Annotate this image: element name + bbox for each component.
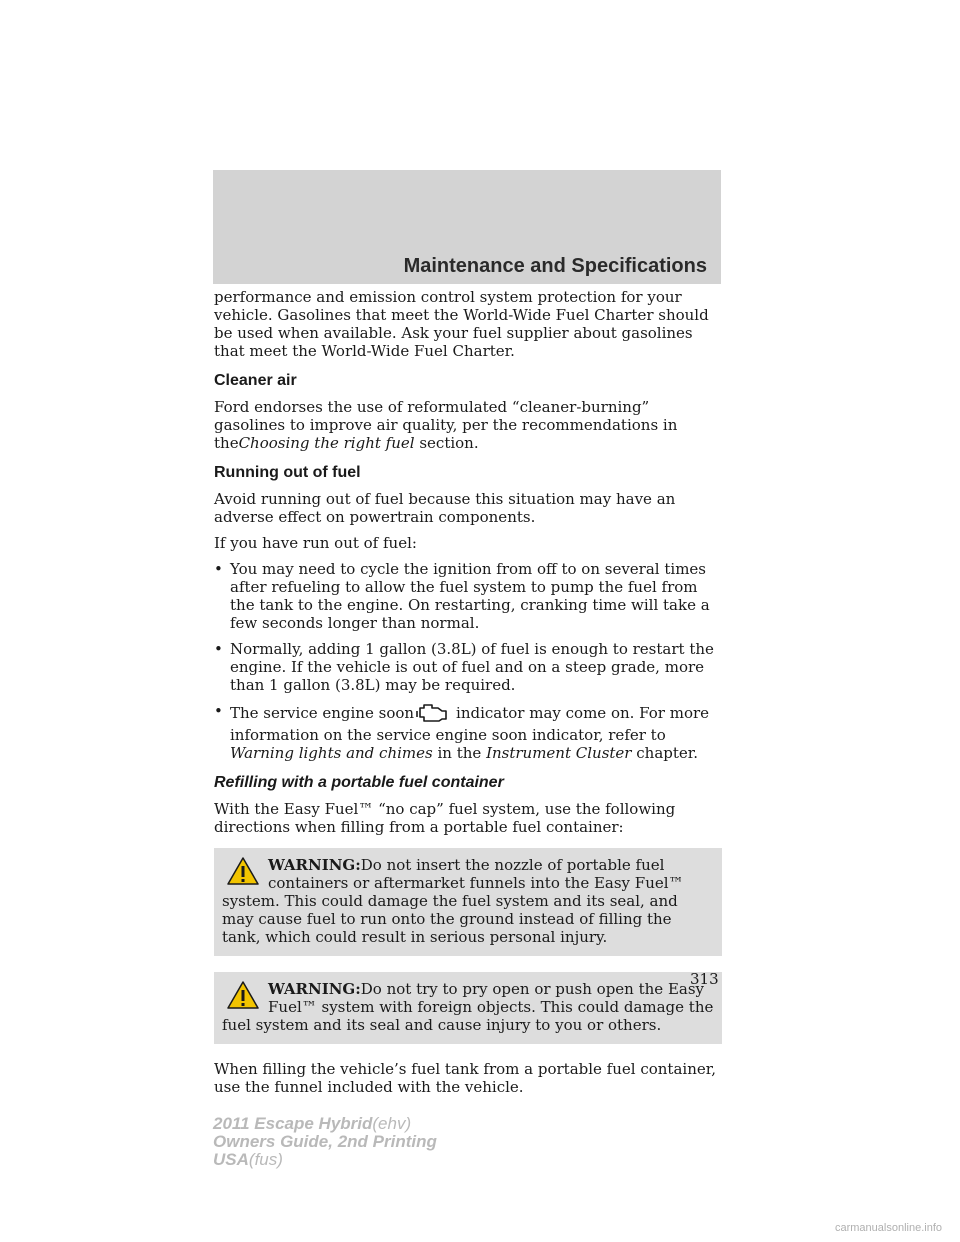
footer-model-code: (ehv) [372, 1114, 412, 1133]
warning-box [214, 972, 722, 1044]
warning-label: WARNING: [268, 980, 361, 998]
warning-label: WARNING: [268, 856, 361, 874]
list-item [214, 560, 722, 632]
list-item [214, 640, 722, 694]
bullet: • [214, 702, 223, 720]
heading-running-out: Running out of fuel [214, 464, 361, 481]
cleaner-air-reference: Choosing the right fuel [238, 434, 415, 452]
footer [213, 1115, 437, 1169]
bullet: • [214, 640, 223, 658]
footer-line-2: Owners Guide, 2nd Printing [213, 1132, 437, 1151]
instrument-cluster-reference: Instrument Cluster [486, 744, 632, 762]
bullet: • [214, 560, 223, 578]
list-item-text: You may need to cycle the ignition from off to on several times after refueling to allow the fuel system to pump the fuel from the tank to the engine. On restarting, cranking time will take a few seconds longer than normal. [230, 560, 710, 632]
footer-line-1 [213, 1115, 437, 1133]
cleaner-air-text-end: section. [419, 434, 479, 452]
warning-lights-reference: Warning lights and chimes [230, 744, 433, 762]
footer-market-code: (fus) [248, 1150, 283, 1169]
cleaner-air-paragraph [214, 398, 722, 452]
warning-text: Do not insert the nozzle of portable fuel containers or aftermarket funnels into the Easy Fuel™ system. This could damage the fuel system and its seal, and may cause fuel to run onto the ground instead of filling the tank, which could result in serious personal injury. [222, 856, 684, 946]
service-engine-text: The service engine soon [230, 704, 415, 722]
header-band [213, 170, 721, 284]
watermark: carmanualsonline.info [834, 1222, 942, 1234]
heading-refilling: Refilling with a portable fuel container [214, 774, 504, 791]
warning-box [214, 848, 722, 956]
refilling-paragraph: With the Easy Fuel™ “no cap” fuel system, use the following directions when filling from a portable fuel container: [214, 800, 676, 836]
warning-icon [226, 856, 260, 886]
heading-cleaner-air: Cleaner air [214, 372, 297, 389]
engine-icon [416, 702, 450, 726]
footer-model: 2011 Escape Hybrid [213, 1114, 373, 1133]
list-item-text: Normally, adding 1 gallon (3.8L) of fuel is enough to restart the engine. If the vehicle is out of fuel and on a steep grade, more than 1 gallon (3.8L) may be required. [230, 640, 714, 694]
intro-paragraph: performance and emission control system protection for your vehicle. Gasolines that meet the World-Wide Fuel Charter should be used when available. Ask your fuel supplier about gasolines that meet the World-Wide Fuel Charter. [214, 288, 709, 360]
service-engine-text-2: indicator may come on. For more information on the service engine soon indicator, refer to [230, 704, 710, 744]
service-engine-text-3: in the [437, 744, 482, 762]
warning-icon [226, 980, 260, 1010]
page-number: 313 [690, 970, 719, 988]
footer-market: USA [213, 1150, 249, 1169]
section-title: Maintenance and Specifications [403, 255, 707, 277]
warning-text: Do not try to pry open or push open the Easy Fuel™ system with foreign objects. This could damage the fuel system and its seal and cause injury to you or others. [222, 980, 714, 1034]
closing-paragraph: When filling the vehicle’s fuel tank from a portable fuel container, use the funnel included with the vehicle. [214, 1060, 717, 1096]
cleaner-air-text: Ford endorses the use of reformulated “cleaner-burning” gasolines to improve air quality, per the recommendations in the [214, 398, 678, 452]
list-item [214, 702, 722, 762]
running-out-list [214, 560, 722, 762]
service-engine-text-4: chapter. [636, 744, 699, 762]
running-out-lead: If you have run out of fuel: [214, 534, 417, 552]
running-out-paragraph: Avoid running out of fuel because this situation may have an adverse effect on powertrain components. [214, 490, 676, 526]
footer-line-3 [213, 1151, 437, 1169]
page-content [214, 288, 722, 1104]
